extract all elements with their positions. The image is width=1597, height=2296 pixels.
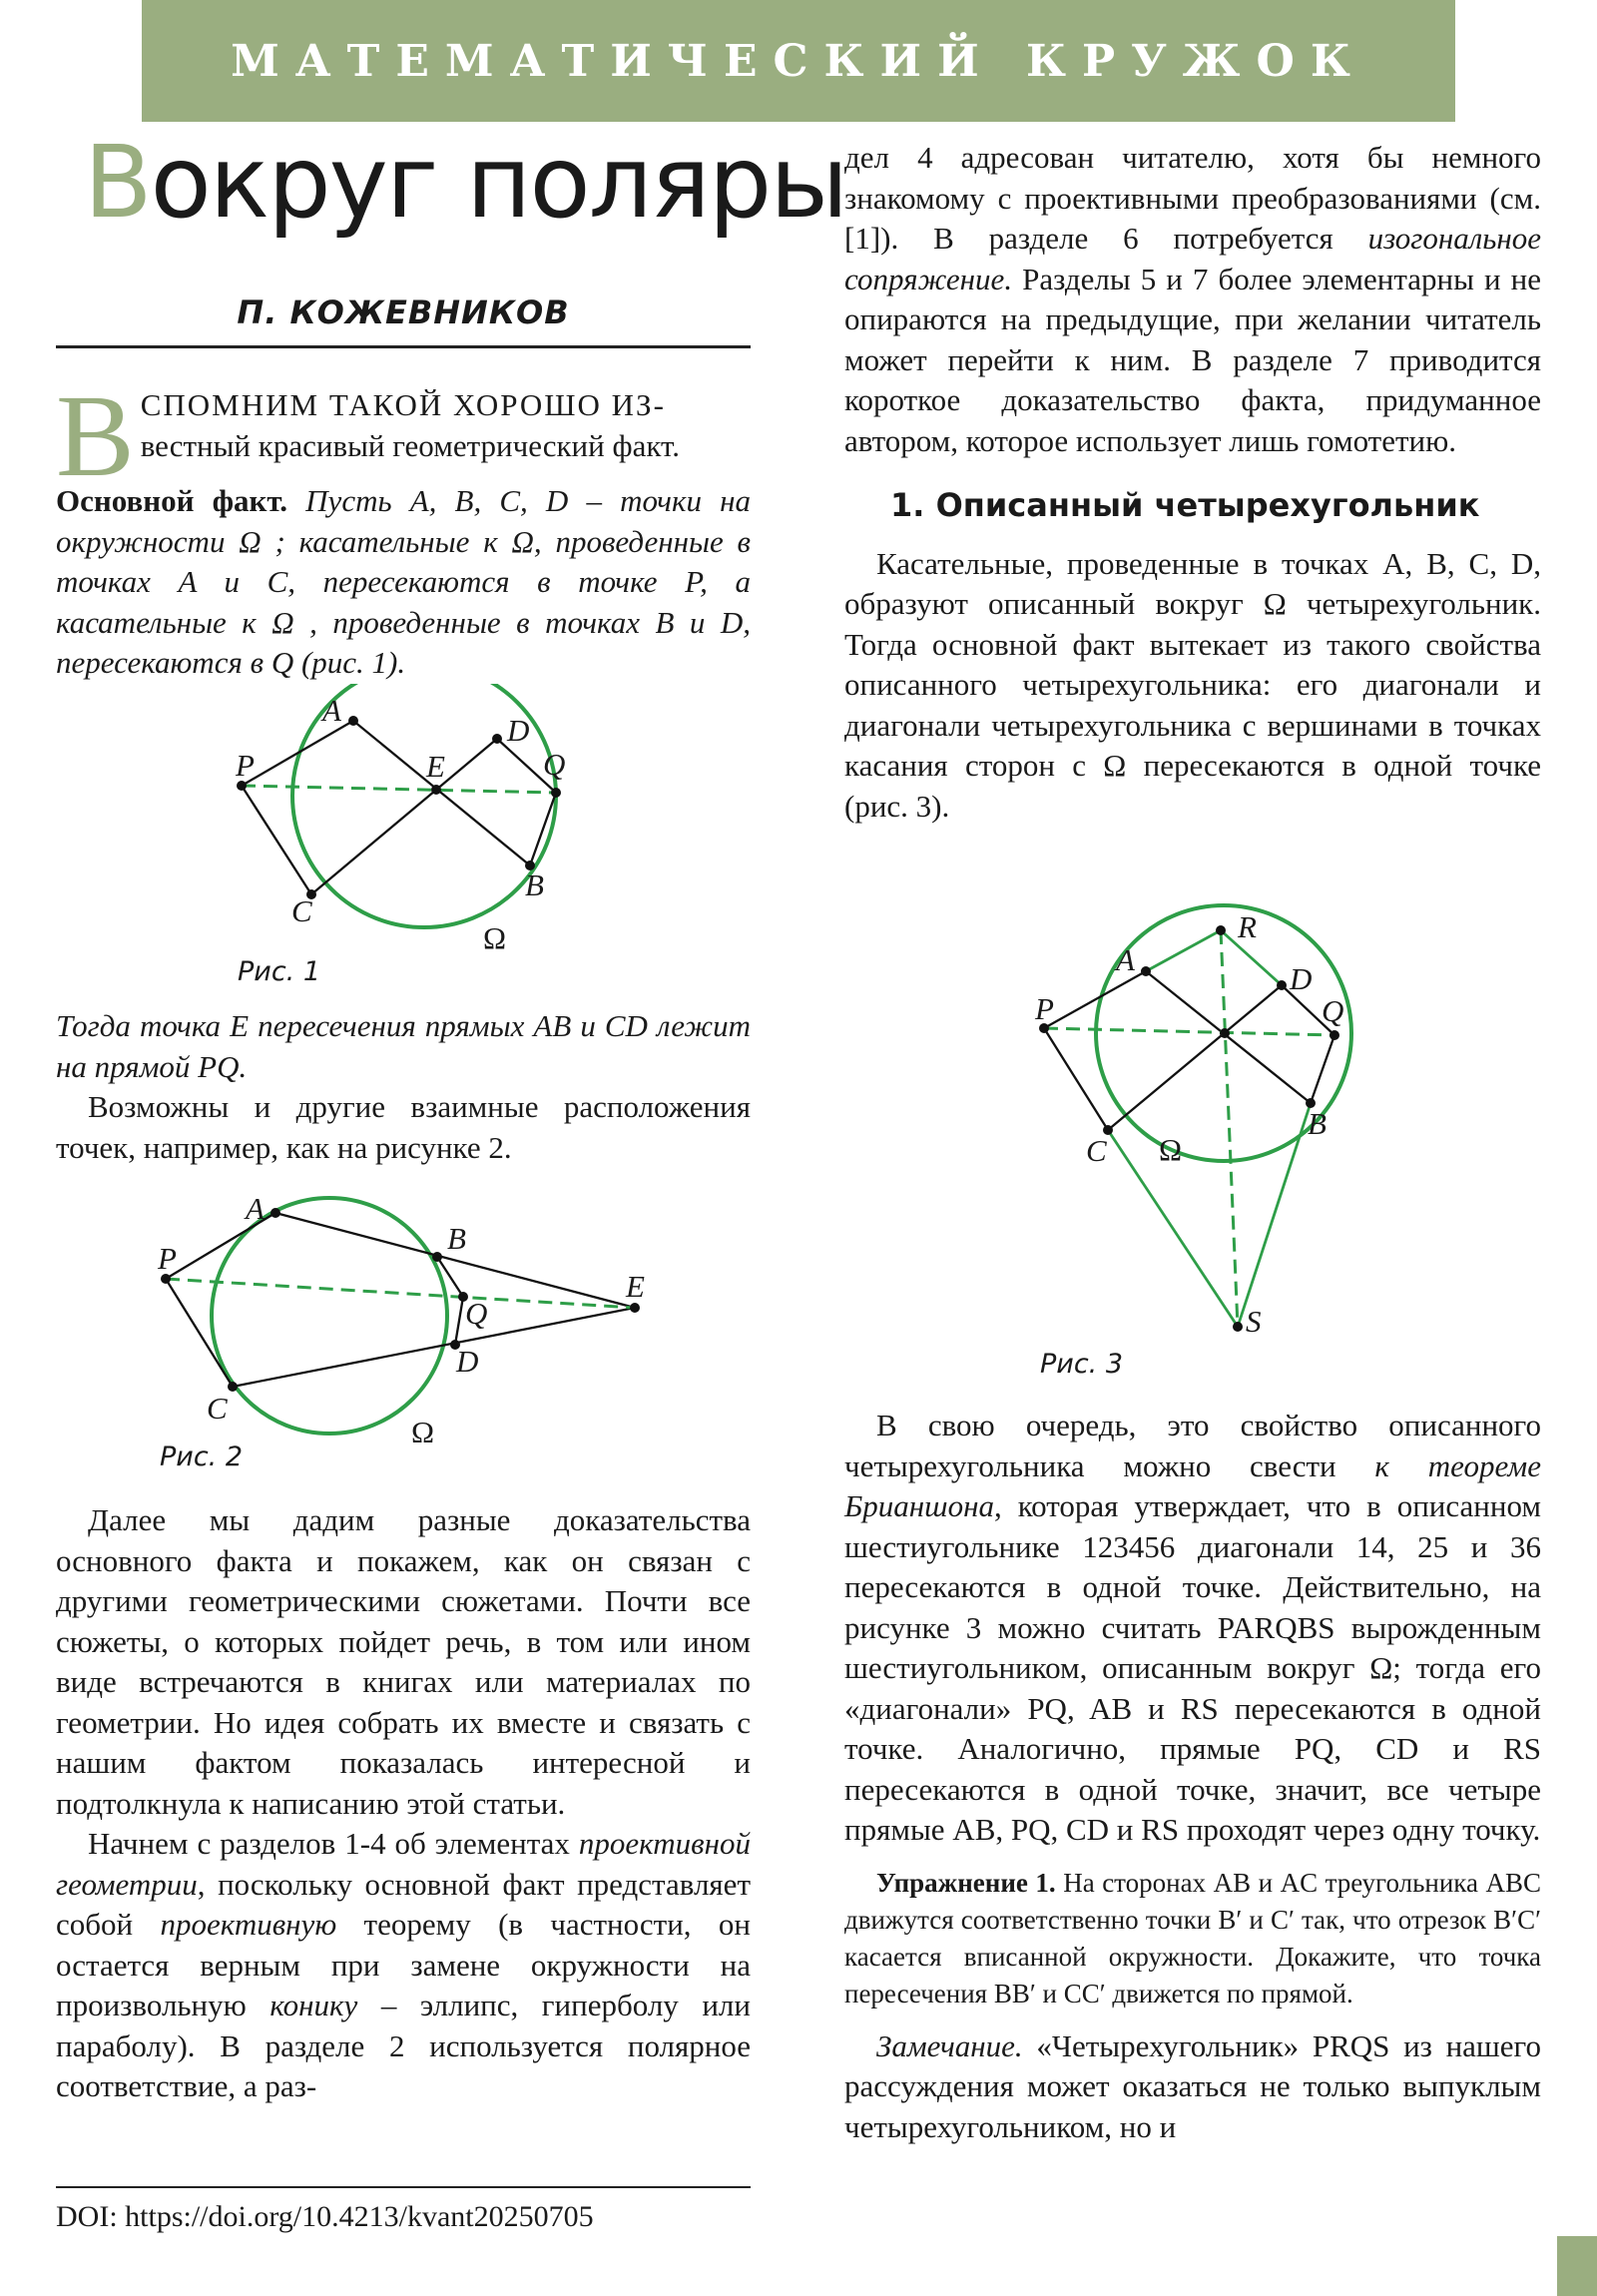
fig1-label: C [291,893,312,928]
fig1-omega: Ω [483,920,507,955]
left-column-bottom [56,1500,751,2107]
exercise-label: Упражнение 1. [876,1867,1056,1898]
lead-caps: СПОМНИМ ТАКОЙ ХОРОШО ИЗ- [140,387,666,422]
fig2-point-c [228,1382,238,1392]
fig1-point-d [492,734,502,744]
fig1-caption: Рис. 1 [238,956,321,987]
fig2-line-pc [166,1279,233,1387]
fact-text: Пусть A, B, C, D – точки на окружности Ω ; касательные к Ω, проведенные в точках A и C, пересекаются в точке P, а касательные к Ω , проведенные в точках B и D, пересекаются в Q (рис. 1). [56,483,751,680]
para-positions: Возможны и другие взаимные расположения точек, например, как на рисунке 2. [56,1089,751,1165]
section-header-bar [142,0,1455,122]
figure-2 [150,1193,659,1442]
author-name: П. КОЖЕВНИКОВ [237,293,570,331]
fig3-label: P [1035,991,1054,1026]
fig3-caption: Рис. 3 [1040,1349,1124,1380]
para4-text: теорему (в частности, он остается верным при замене окружности на произвольную [56,1907,751,2022]
fig2-line-pe-dashed [166,1279,635,1308]
para-sections-cont [844,138,1541,461]
lead-rest: вестный красивый геометрический факт. [140,427,680,463]
fig3-label: D [1290,961,1313,996]
brianchon-text: , которая утверждает, что в описанном шестиугольнике 123456 диагонали 14, 25 и 36 пересекаются в одной точке. Действительно, на рисунке 3 можно считать PARQBS вырожденным шестиугольником, описанным вокруг Ω; тогда его «диагонали» PQ, AB и RS пересекаются в одной точке. Аналогично, прямые PQ, CD и RS пересекаются в одной точке, значит, все четыре прямые AB, PQ, CD и RS проходят через одну точку. [844,1488,1541,1847]
para4-text: Начнем с разделов 1-4 об элементах [88,1826,579,1861]
brianchon-text: В свою очередь, это свойство описанного четырехугольника можно свести [844,1408,1541,1483]
fig1-label: P [236,748,255,783]
figure-1 [200,684,599,963]
fig2-label: P [158,1241,177,1276]
para4-italic: проективной геометрии [56,1826,751,1902]
fig3-line-qb [1311,1035,1334,1103]
fig3-line-ab [1146,971,1311,1103]
section-header-title: МАТЕМАТИЧЕСКИЙ КРУЖОК [231,35,1366,87]
fig2-point-e [630,1303,640,1313]
fig3-line-rs-dashed [1221,930,1238,1327]
exercise-text: На сторонах AB и AC треугольника ABC движутся соответственно точки B′ и C′ так, что отрезок B′C′ касается вписанной окружности. Докажите, что точка пересечения BB′ и CC′ движется по прямой. [844,1867,1542,2009]
fig1-point-a [348,716,358,726]
fig1-label: E [426,749,445,784]
fig2-label: Q [465,1296,488,1331]
fig3-line-pq-dashed [1044,1028,1334,1035]
right-column-top [844,138,1541,827]
para4-text: , поскольку основной факт представляет собой [56,1866,751,1942]
para4-italic: проективную [160,1907,337,1942]
cont-text: дел 4 адресован читателю, хотя бы немного знакомому с проективными преобразованиями (см. [1]). В разделе 6 потребуется [844,140,1541,256]
doi-rule [56,2186,751,2188]
fig1-label: A [322,693,341,728]
fig3-point-center [1220,1028,1230,1038]
fig2-caption: Рис. 2 [160,1441,244,1472]
remark [844,2026,1541,2148]
exercise-1 [844,1865,1541,2012]
fig1-line-ab [353,721,530,865]
fact-label: Основной факт. [56,483,288,518]
fig3-point-q [1330,1030,1339,1040]
page-corner-tab [1557,2236,1597,2296]
fig2-point-a [270,1208,280,1218]
left-column-intro [56,370,751,684]
fig2-label: E [626,1269,645,1304]
fig3-point-s [1233,1322,1243,1332]
fig3-label: A [1116,942,1135,977]
fig2-line-cde [233,1308,635,1387]
article-title [84,118,846,248]
fig1-label: D [507,713,530,748]
fig1-point-e [431,785,441,795]
para4-text: – эллипс, гиперболу или параболу). В разделе 2 используется полярное соответствие, а раз- [56,1988,751,2103]
section-1-para: Касательные, проведенные в точках A, B, C, D, образуют описанный вокруг Ω четырехугольник. Тогда основной факт вытекает из такого свойства описанного четырехугольника: его диагонали и диагонали четырехугольника с вершинами в точках касания сторон с Ω пересекаются в одной точке (рис. 3). [844,545,1541,824]
author-rule [56,345,751,348]
fig1-point-q [551,788,561,798]
cont-italic: изогональное сопряжение. [844,221,1541,296]
fig2-label: C [207,1391,228,1426]
fig2-omega: Ω [411,1415,435,1442]
fig1-line-pa [242,721,353,786]
title-first-letter: В [84,124,151,241]
para4-italic: конику [269,1988,358,2022]
brianchon-italic: к теореме Брианшона [844,1447,1541,1523]
fact-conclusion: Тогда точка E пересечения прямых AB и CD лежит на прямой PQ. [56,1008,751,1084]
para-proofs: Далее мы дадим разные доказательства основного факта и покажем, как он связан с другими геометрическими сюжетами. Почти все сюжеты, о которых пойдет речь, в том или ином виде встречаются в книгах или материалах по геометрии. Но идея собрать их вместе и связать с нашим фактом показалась интересной и подтолкнула к написанию этой статьи. [56,1502,751,1821]
remark-text: «Четырехугольник» PRQS из нашего рассуждения может оказаться не только выпуклым четырехугольником, но и [844,2027,1541,2144]
fig3-label: Q [1322,993,1344,1028]
fig1-line-pq-dashed [242,786,556,793]
fig3-point-d [1277,980,1287,990]
fig2-label: B [447,1221,466,1256]
fig3-line-ar [1146,930,1221,971]
fig3-line-bs [1238,1103,1311,1327]
drop-cap: В [56,370,135,501]
remark-label: Замечание. [876,2027,1023,2063]
section-1-heading: 1. Описанный четырехугольник [890,486,1480,524]
brianchon-para [844,1406,1541,1851]
fig3-label: R [1238,909,1257,944]
fig3-omega: Ω [1159,1132,1183,1167]
para-sections [56,1824,751,2107]
left-column-middle [56,1006,751,1168]
fig2-label: A [246,1193,265,1226]
fig2-circle [212,1198,447,1434]
fig3-point-a [1141,966,1151,976]
fig3-point-r [1216,925,1226,935]
fig2-line-qd [455,1297,463,1345]
cont-text: Разделы 5 и 7 более элементарны и не опираются на предыдущие, при желании читатель может перейти к ним. В разделе 7 приводится короткое доказательство факта, придуманное автором, которое использует лишь гомотетию. [844,261,1541,458]
fig3-label: C [1086,1133,1107,1168]
fig2-label: D [456,1344,479,1379]
doi-link[interactable]: DOI: https://doi.org/10.4213/kvant20250705 [56,2200,594,2233]
right-column-bottom [844,1406,1541,2147]
fig1-label: B [525,867,544,902]
fig1-label: Q [543,747,566,782]
title-rest: округ поляры [150,124,847,241]
fig3-label: S [1246,1304,1262,1339]
fig3-label: B [1308,1106,1327,1141]
figure-3 [1018,903,1357,1343]
fig2-point-b [432,1252,442,1262]
